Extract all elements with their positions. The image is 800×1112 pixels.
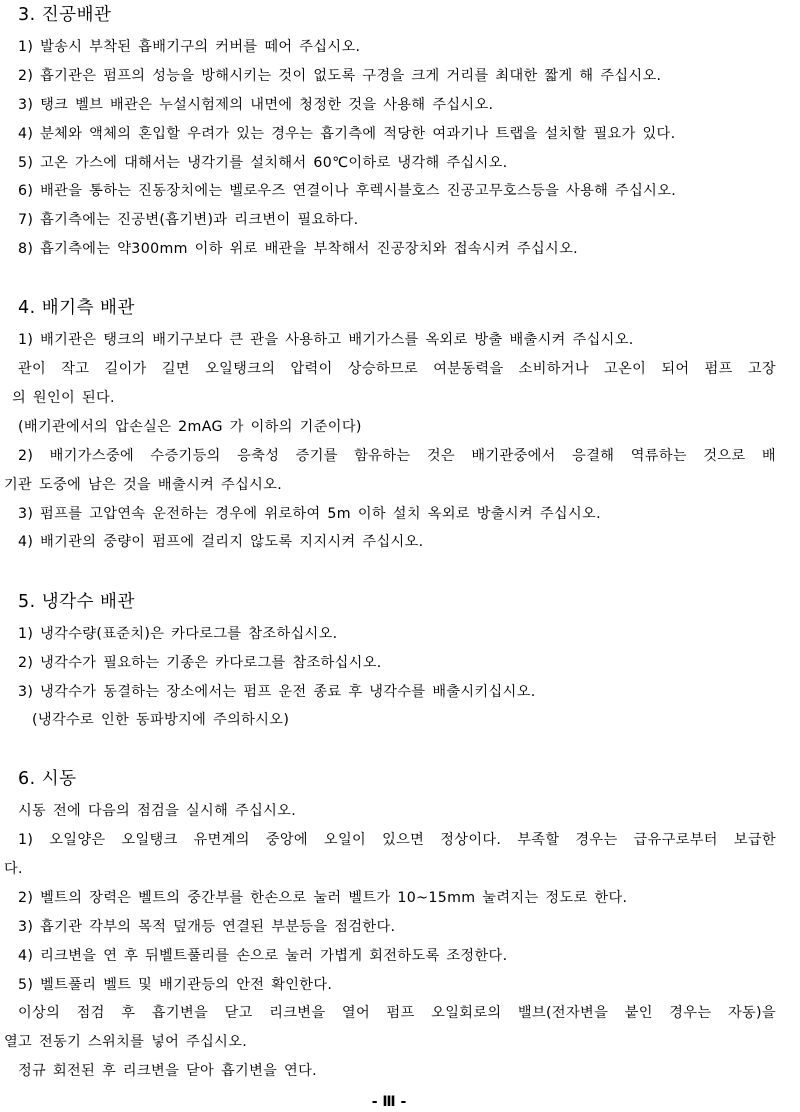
exhaust-item-3: 3) 펌프를 고압연속 운전하는 경우에 위로하여 5m 이하 설치 옥외로 방출시켜 주십시오. — [18, 506, 601, 522]
startup-item-3: 3) 흡기관 각부의 목적 덮개등 연결된 부분등을 점검한다. — [18, 919, 396, 935]
exhaust-note-criterion: (배기관에서의 압손실은 2mAG 가 이하의 기준이다) — [18, 419, 362, 435]
startup-procedure-line-2: 열고 전동기 스위치를 넣어 주십시오. — [4, 1034, 248, 1050]
vacuum-item-5: 5) 고온 가스에 대해서는 냉각기를 설치해서 60℃이하로 냉각해 주십시오. — [18, 155, 508, 171]
vacuum-item-8: 8) 흡기측에는 약300mm 이하 위로 배관을 부착해서 진공장치와 접속시켜 주십시오. — [18, 241, 578, 257]
exhaust-item-1: 1) 배기관은 탱크의 배기구보다 큰 관을 사용하고 배기가스를 옥외로 방출 배출시켜 주십시오. — [18, 332, 634, 348]
startup-item-2: 2) 벨트의 장력은 벨트의 중간부를 한손으로 눌러 벨트가 10~15mm 눌려지는 정도로 한다. — [18, 890, 628, 906]
section-heading-startup: 6. 시동 — [18, 769, 77, 789]
exhaust-note-line-2: 의 원인이 된다. — [12, 390, 115, 406]
startup-intro: 시동 전에 다음의 점검을 실시해 주십시오. — [18, 803, 297, 819]
vacuum-item-1: 1) 발송시 부착된 흡배기구의 커버를 떼어 주십시오. — [18, 39, 361, 55]
exhaust-item-2-line-1: 2) 배기가스중에 수증기등의 응축성 증기를 함유하는 것은 배기관중에서 응결해 역류하는 것으로 배 — [18, 448, 776, 464]
page-number: - Ⅲ - — [371, 1094, 407, 1110]
startup-item-1-line-2: 다. — [4, 861, 23, 877]
cooling-note: (냉각수로 인한 동파방지에 주의하시오) — [32, 712, 290, 728]
section-heading-cooling-water-piping: 5. 냉각수 배관 — [18, 592, 135, 612]
exhaust-item-2-line-2: 기관 도중에 남은 것을 배출시켜 주십시오. — [4, 477, 283, 493]
startup-item-1-line-1: 1) 오일양은 오일탱크 유면계의 중앙에 오일이 있으면 정상이다. 부족할 경우는 급유구로부터 보급한 — [18, 832, 776, 848]
vacuum-item-6: 6) 배관을 통하는 진동장치에는 벨로우즈 연결이나 후렉시블호스 진공고무호스등을 사용해 주십시오. — [18, 183, 677, 199]
vacuum-item-2: 2) 흡기관은 펌프의 성능을 방해시키는 것이 없도록 구경을 크게 거리를 최대한 짧게 해 주십시오. — [18, 68, 662, 84]
vacuum-item-7: 7) 흡기측에는 진공변(흡기변)과 리크변이 필요하다. — [18, 212, 359, 228]
startup-item-4: 4) 리크변을 연 후 뒤벨트풀리를 손으로 눌러 가볍게 회전하도록 조정한다. — [18, 948, 508, 964]
startup-procedure-line-1: 이상의 점검 후 흡기변을 닫고 리크변을 열어 펌프 오일회로의 밸브(전자변을 붙인 경우는 자동)을 — [18, 1005, 776, 1021]
vacuum-item-3: 3) 탱크 벨브 배관은 누설시험제의 내면에 청정한 것을 사용해 주십시오. — [18, 97, 494, 113]
section-heading-vacuum-piping: 3. 진공배관 — [18, 5, 112, 25]
section-heading-exhaust-piping: 4. 배기측 배관 — [18, 298, 135, 318]
cooling-item-1: 1) 냉각수량(표준치)은 카다로그를 참조하십시오. — [18, 626, 338, 642]
exhaust-item-4: 4) 배기관의 중량이 펌프에 걸리지 않도록 지지시켜 주십시오. — [18, 534, 424, 550]
cooling-item-2: 2) 냉각수가 필요하는 기종은 카다로그를 참조하십시오. — [18, 655, 382, 671]
cooling-item-3: 3) 냉각수가 동결하는 장소에서는 펌프 운전 종료 후 냉각수를 배출시키십시오. — [18, 684, 536, 700]
startup-procedure-line-3: 정규 회전된 후 리크변을 닫아 흡기변을 연다. — [18, 1063, 318, 1079]
startup-item-5: 5) 벨트풀리 벨트 및 배기관등의 안전 확인한다. — [18, 977, 333, 993]
exhaust-note-line-1: 관이 작고 길이가 길면 오일탱크의 압력이 상승하므로 여분동력을 소비하거나 고온이 되어 펌프 고장 — [18, 361, 776, 377]
vacuum-item-4: 4) 분체와 액체의 혼입할 우려가 있는 경우는 흡기측에 적당한 여과기나 트랩을 설치할 필요가 있다. — [18, 126, 676, 142]
